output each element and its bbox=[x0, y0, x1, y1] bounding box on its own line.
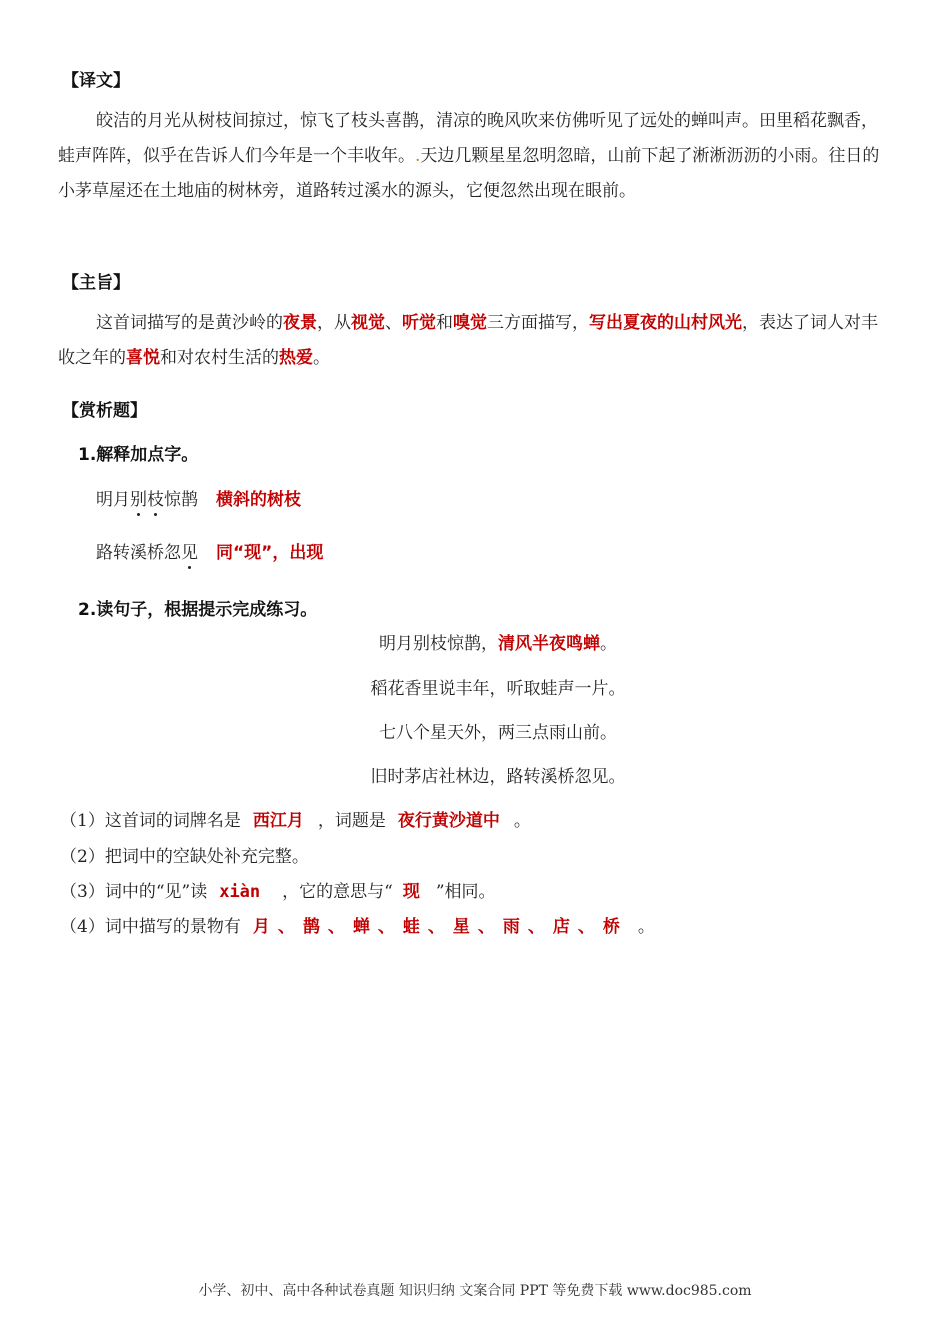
scenery-item: 月 bbox=[252, 917, 270, 937]
translation-heading: 【译文】 bbox=[62, 71, 130, 91]
theme-keyword: 喜悦 bbox=[126, 348, 160, 368]
theme-text: ，表达了词人对丰收之年的 bbox=[58, 313, 878, 368]
subquestion-4 bbox=[60, 912, 655, 937]
sub-text: ”相同。 bbox=[435, 882, 496, 902]
theme-text: 、 bbox=[385, 313, 402, 333]
answer-text: 清风半夜鸣蝉 bbox=[498, 634, 600, 654]
poem-line-1 bbox=[0, 629, 950, 654]
poem-text: 。 bbox=[600, 634, 617, 654]
theme-text: 三方面描写， bbox=[487, 313, 589, 333]
dotted-char: 见 bbox=[181, 538, 198, 563]
scenery-item: 蝉 bbox=[352, 917, 370, 937]
scenery-separator: 、 bbox=[277, 917, 295, 937]
word-text: 惊鹊 bbox=[164, 490, 198, 510]
scenery-separator: 、 bbox=[477, 917, 495, 937]
analysis-heading: 【赏析题】 bbox=[62, 401, 147, 421]
scenery-separator: 、 bbox=[327, 917, 345, 937]
translation-text-2: 天边几颗星星忽明忽暗，山前下起了淅淅沥沥的小雨。往日的小茅草屋还在土地庙的树林旁，道路转过溪水的源头，它便忽然出现在眼前。 bbox=[58, 146, 880, 201]
theme-keyword: 听觉 bbox=[402, 313, 436, 333]
theme-text: ，从 bbox=[317, 313, 351, 333]
theme-keyword: 嗅觉 bbox=[453, 313, 487, 333]
sub-text: 。 bbox=[513, 811, 531, 831]
poem-line-4: 旧时茅店社林边，路转溪桥忽见。 bbox=[370, 767, 626, 787]
sub-text: （3）词中的“见”读 bbox=[60, 882, 208, 902]
word-text: 路转溪桥忽 bbox=[96, 543, 181, 563]
poem-line-3: 七八个星天外，两三点雨山前。 bbox=[379, 723, 617, 743]
theme-keyword: 视觉 bbox=[351, 313, 385, 333]
theme-text: 。 bbox=[313, 348, 330, 368]
page-footer: 小学、初中、高中各种试卷真题 知识归纳 文案合同 PPT 等免费下载 www.doc985.com bbox=[198, 1283, 752, 1299]
sub-text: ，词题是 bbox=[317, 811, 386, 831]
scenery-item: 星 bbox=[452, 917, 470, 937]
dotted-char: 枝 bbox=[147, 485, 164, 510]
scenery-separator: 、 bbox=[427, 917, 445, 937]
answer-text: 夜行黄沙道中 bbox=[397, 811, 500, 831]
scenery-item: 雨 bbox=[502, 917, 520, 937]
answer-text: xiàn bbox=[219, 882, 261, 902]
answer-text: 同“现”，出现 bbox=[216, 543, 324, 563]
theme-text: 和对农村生活的 bbox=[160, 348, 279, 368]
sub-text: ，它的意思与“ bbox=[282, 882, 393, 902]
scenery-item: 店 bbox=[552, 917, 570, 937]
poem-text: 明月别枝惊鹊， bbox=[379, 634, 498, 654]
theme-keyword: 热爱 bbox=[279, 348, 313, 368]
answer-text: 横斜的树枝 bbox=[216, 490, 301, 510]
theme-text: 这首词描写的是黄沙岭的 bbox=[96, 313, 283, 333]
theme-keyword: 夜景 bbox=[283, 313, 317, 333]
translation-text-1: 皎洁的月光从树枝间掠过，惊飞了枝头喜鹊，清凉的晚风吹来仿佛听见了远处的蝉叫声。田里稻花飘香，蛙声阵阵，似乎在告诉人们今年是一个丰收年。 bbox=[58, 111, 878, 166]
answer-text: 现 bbox=[402, 882, 420, 902]
question-1-item-2 bbox=[96, 538, 323, 563]
answer-text: 西江月 bbox=[252, 811, 304, 831]
word-text: 明月 bbox=[96, 490, 130, 510]
scenery-item: 蛙 bbox=[402, 917, 420, 937]
subquestion-3 bbox=[60, 877, 496, 902]
theme-text: 和 bbox=[436, 313, 453, 333]
translation-paragraph bbox=[58, 104, 892, 209]
scenery-separator: 、 bbox=[527, 917, 545, 937]
question-1-title: 1.解释加点字。 bbox=[78, 445, 199, 465]
subquestion-1 bbox=[60, 806, 531, 831]
question-1-item-1 bbox=[96, 485, 301, 510]
scenery-list bbox=[241, 917, 628, 937]
theme-heading: 【主旨】 bbox=[62, 273, 130, 293]
subquestion-2: （2）把词中的空缺处补充完整。 bbox=[60, 847, 309, 867]
poem-line-2: 稻花香里说丰年，听取蛙声一片。 bbox=[370, 679, 626, 699]
question-2-title: 2.读句子，根据提示完成练习。 bbox=[78, 600, 318, 620]
sub-text: 。 bbox=[637, 917, 655, 937]
stray-dot: . bbox=[415, 146, 421, 166]
scenery-item: 桥 bbox=[602, 917, 620, 937]
sub-text: （4）词中描写的景物有 bbox=[60, 917, 241, 937]
theme-paragraph bbox=[58, 306, 892, 376]
scenery-item: 鹊 bbox=[302, 917, 320, 937]
theme-keyword: 写出夏夜的山村风光 bbox=[589, 313, 742, 333]
scenery-separator: 、 bbox=[377, 917, 395, 937]
dotted-char: 别 bbox=[130, 485, 147, 510]
scenery-separator: 、 bbox=[577, 917, 595, 937]
sub-text: （1）这首词的词牌名是 bbox=[60, 811, 241, 831]
